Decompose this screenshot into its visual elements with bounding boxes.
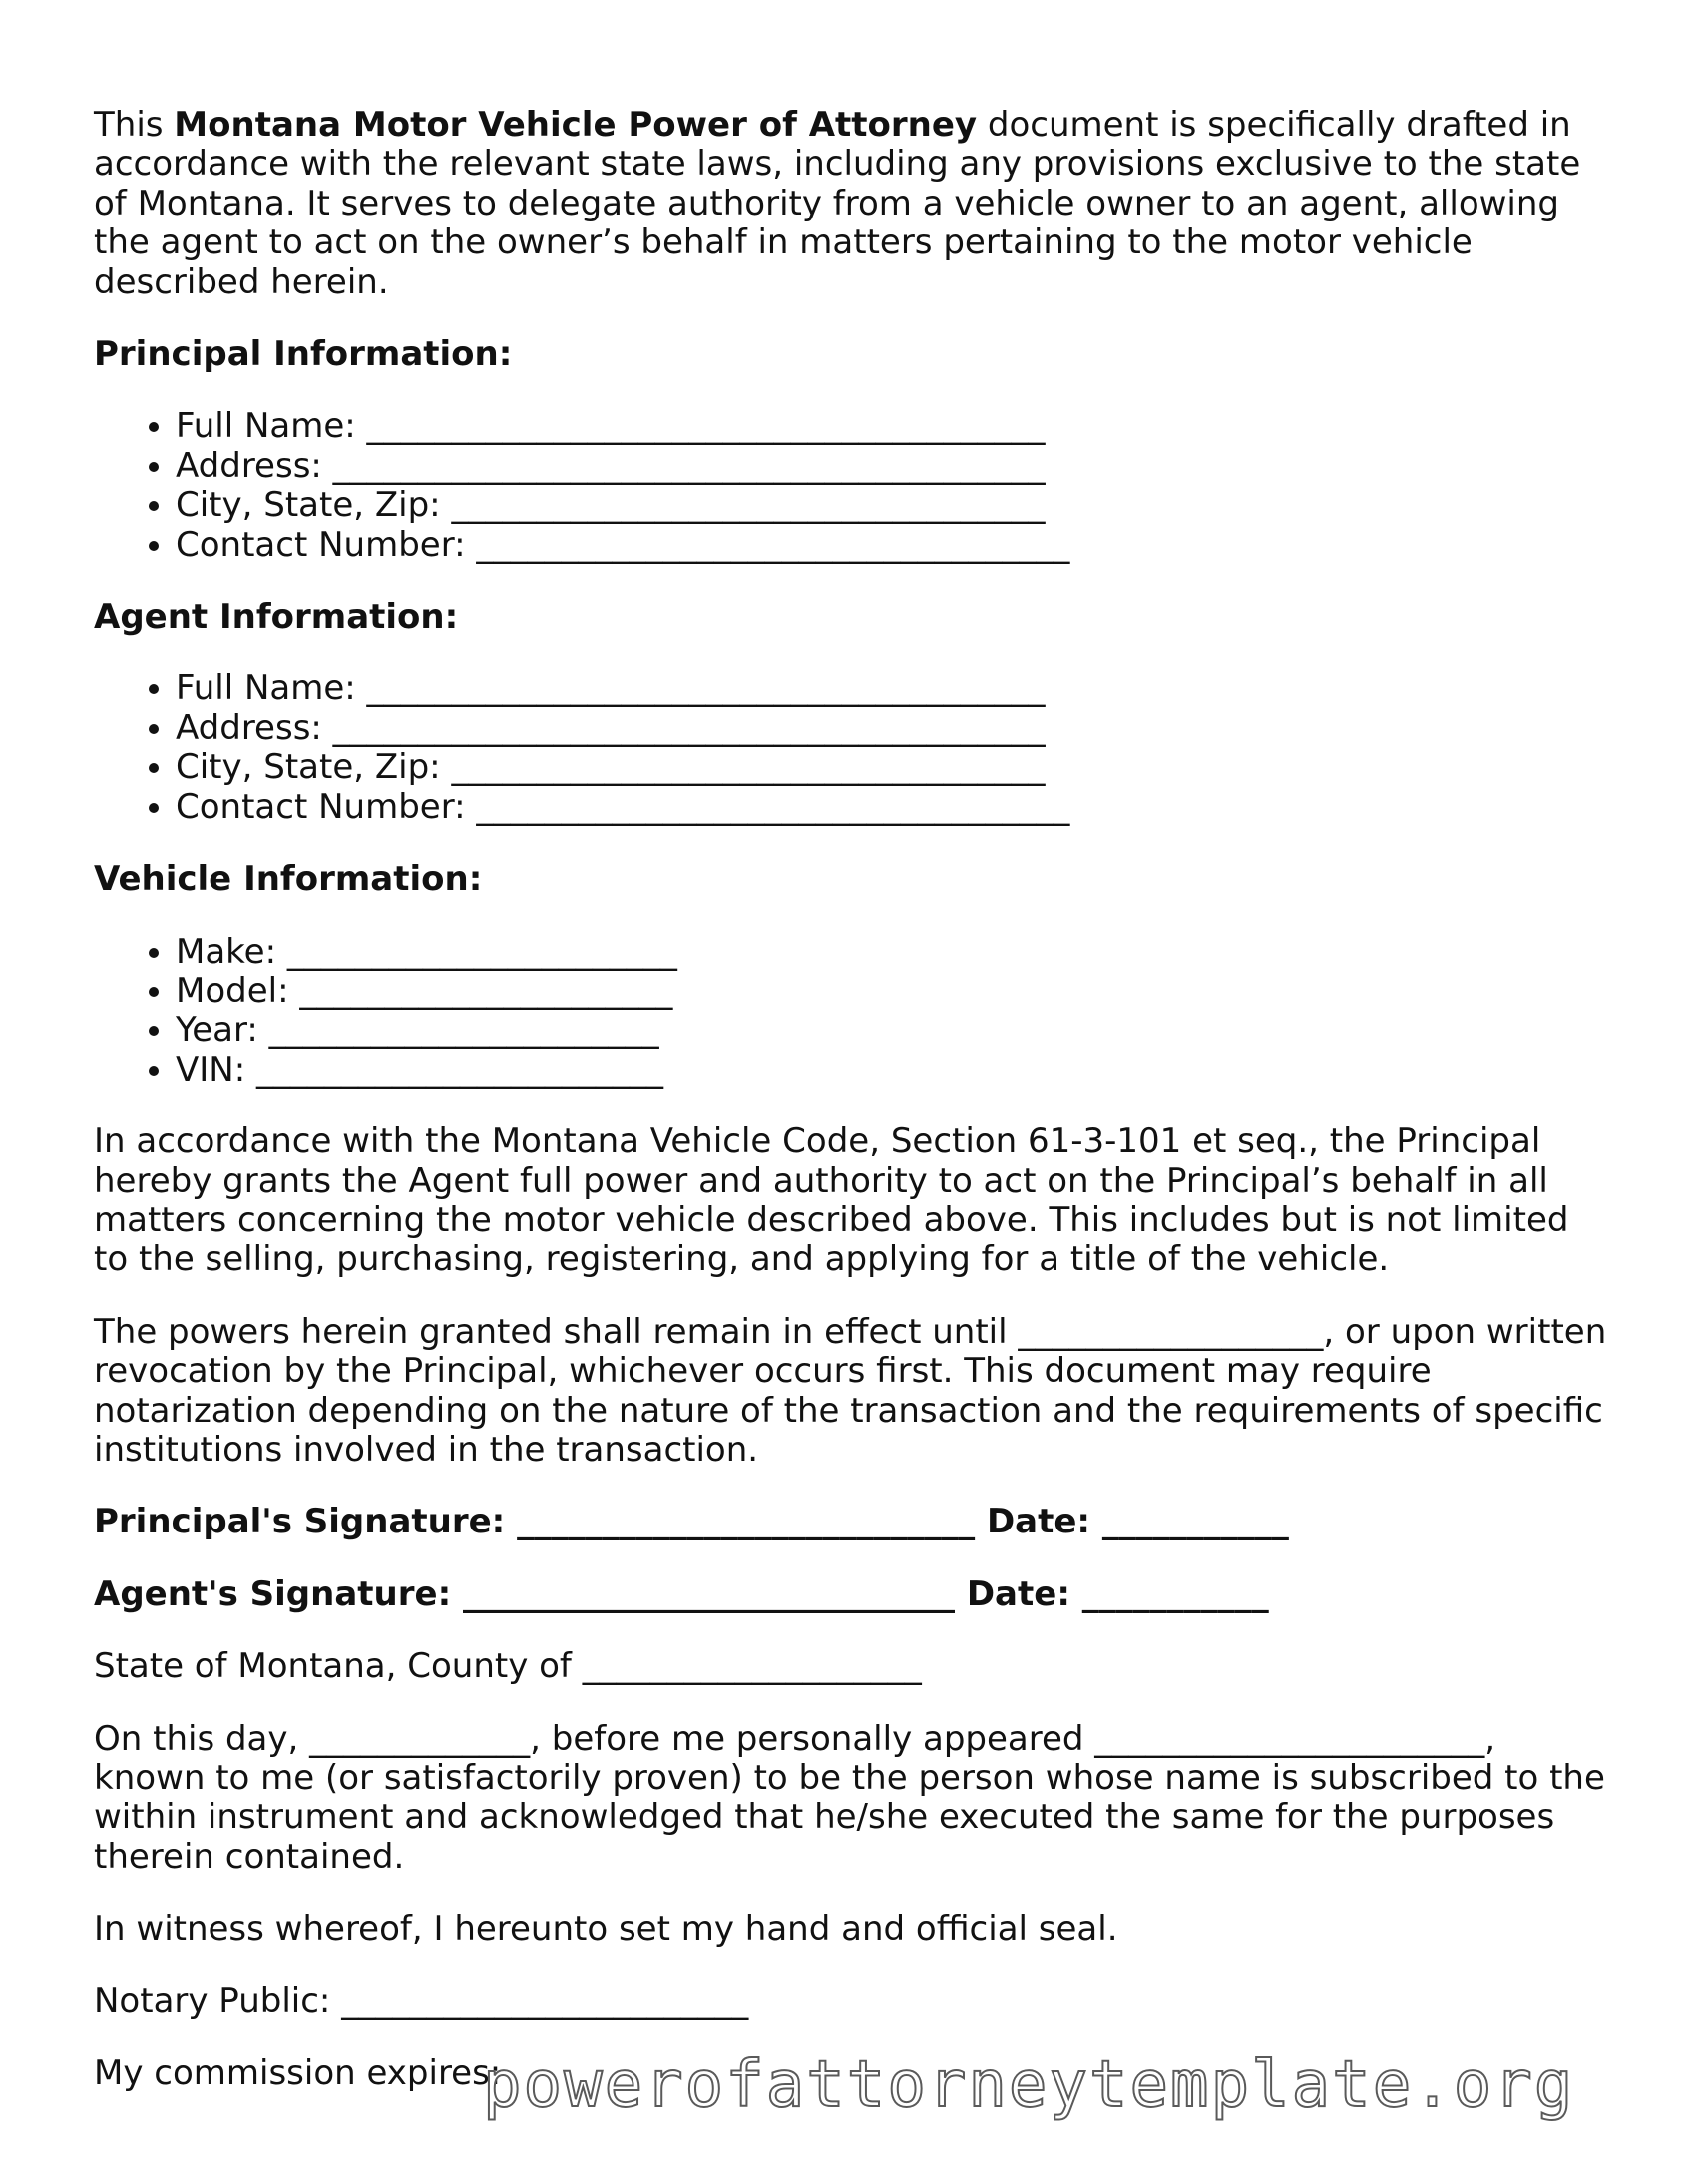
document-body: [94, 106, 1610, 2093]
principal-heading: Principal Information:: [94, 334, 513, 375]
witness-line: In witness whereof, I hereunto set my hand and official seal.: [94, 1909, 1118, 1950]
notary-public-line: Notary Public: ________________________: [94, 1980, 749, 2021]
watermark-text: powerofattorneytemplate.org: [483, 2048, 1575, 2122]
agent-signature-line: Agent's Signature: _____________________________ Date: ___________: [94, 1573, 1269, 1614]
agent-full-name: • Full Name: ________________________________________: [176, 669, 1610, 708]
intro-paragraph: [94, 106, 1610, 302]
principal-list: [94, 407, 1610, 565]
duration-paragraph: The powers herein granted shall remain in effect until __________________, or upon written revocation by the Principal, whichever occurs first. This document may require notarization depending on the nature of the transaction and the requirements of specific institutions involved in the transaction.: [94, 1311, 1607, 1470]
acknowledgment-paragraph: On this day, _____________, before me personally appeared _______________________, known to me (or satisfactorily proven) to be the person whose name is subscribed to the within instrument and acknowledged that he/she executed the same for the purposes therein contained.: [94, 1718, 1605, 1877]
intro-suffix: document is specifically drafted in accordance with the relevant state laws, including any provisions exclusive to the state of Montana. It serves to delegate authority from a vehicle owner to an agent, allowing the agent to act on the owner’s behalf in matters pertaining to the motor vehicle described herein.: [94, 105, 1581, 302]
vehicle-list: [94, 933, 1610, 1091]
principal-address: • Address: __________________________________________: [176, 447, 1610, 486]
principal-full-name: • Full Name: ________________________________________: [176, 407, 1610, 446]
agent-address: • Address: __________________________________________: [176, 709, 1610, 748]
agent-contact-number: • Contact Number: ___________________________________: [176, 788, 1610, 827]
intro-prefix: This: [94, 105, 175, 145]
grant-paragraph: In accordance with the Montana Vehicle Code, Section 61-3-101 et seq., the Principal hereby grants the Agent full power and authority to act on the Principal’s behalf in all matters concerning the motor vehicle described above. This includes but is not limited to the selling, purchasing, registering, and applying for a title of the vehicle.: [94, 1121, 1569, 1280]
agent-list: [94, 669, 1610, 827]
document-title: Montana Motor Vehicle Power of Attorney: [174, 105, 978, 145]
agent-heading: Agent Information:: [94, 597, 459, 638]
vehicle-heading: Vehicle Information:: [94, 859, 483, 900]
principal-contact-number: • Contact Number: ___________________________________: [176, 526, 1610, 565]
vehicle-make: • Make: _______________________: [176, 933, 1610, 972]
commission-expires-line: My commission expires:: [94, 2053, 502, 2094]
vehicle-vin: • VIN: ________________________: [176, 1051, 1610, 1090]
vehicle-year: • Year: _______________________: [176, 1011, 1610, 1050]
vehicle-model: • Model: ______________________: [176, 972, 1610, 1011]
county-line: State of Montana, County of ____________________: [94, 1646, 922, 1687]
principal-signature-line: Principal's Signature: ___________________________ Date: ___________: [94, 1502, 1289, 1542]
principal-city-state-zip: • City, State, Zip: ___________________________________: [176, 486, 1610, 525]
agent-city-state-zip: • City, State, Zip: ___________________________________: [176, 748, 1610, 787]
